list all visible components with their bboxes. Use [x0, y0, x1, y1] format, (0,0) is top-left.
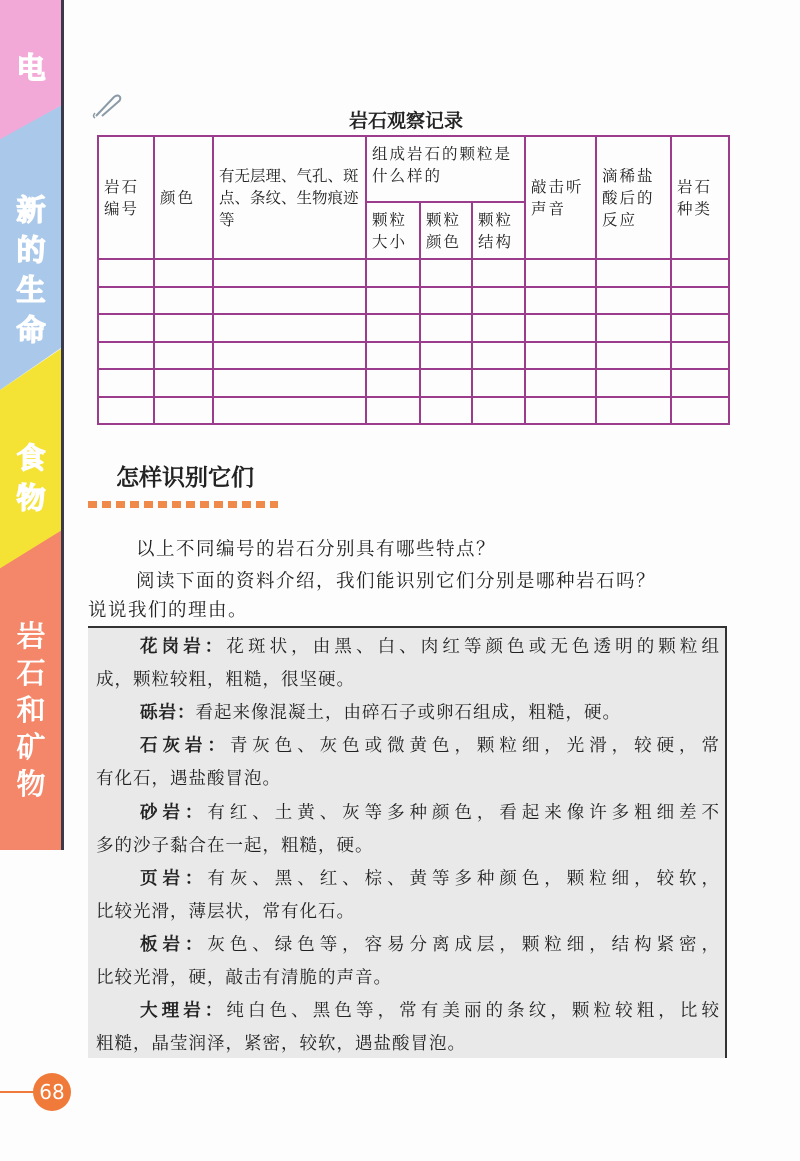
rock-description-line	[140, 799, 720, 824]
header-grain-size: 颗粒大小	[366, 202, 420, 259]
rock-term: 石灰岩：	[140, 736, 230, 757]
table-cell	[366, 314, 420, 342]
rock-description-line	[96, 898, 720, 923]
table-cell	[420, 259, 472, 287]
tab-char: 的	[16, 233, 46, 267]
table-cell	[420, 314, 472, 342]
table-cell	[366, 259, 420, 287]
table-row	[98, 397, 729, 425]
table-cell	[596, 397, 671, 425]
header-color: 颜色	[154, 136, 213, 259]
table-cell	[366, 342, 420, 370]
tab-char: 生	[16, 273, 46, 307]
rock-description-line	[140, 633, 720, 658]
rock-description-line	[140, 931, 720, 956]
rock-description: 多的沙子黏合在一起，粗糙，硬。	[96, 835, 374, 856]
tab-label	[0, 48, 62, 88]
rock-description: 有灰、黑、红、棕、黄等多种颜色，颗粒细，较软，	[207, 868, 721, 889]
rock-description: 花斑状，由黑、白、肉红等颜色或无色透明的颗粒组	[226, 637, 721, 657]
table-cell	[98, 259, 154, 287]
table-cell	[525, 259, 596, 287]
tab-char: 矿	[16, 730, 46, 764]
tab-char: 新	[16, 193, 46, 227]
table-cell	[472, 369, 525, 397]
rock-term: 砾岩：	[140, 703, 196, 724]
table-cell	[98, 397, 154, 425]
table-cell	[366, 397, 420, 425]
table-cell	[420, 369, 472, 397]
table-cell	[525, 342, 596, 370]
header-grain-group: 组成岩石的颗粒是什么样的	[366, 136, 525, 202]
rock-description-line	[140, 865, 720, 890]
rock-description: 比较光滑，薄层状，常有化石。	[96, 901, 355, 922]
table-row	[98, 342, 729, 370]
rock-term: 板岩：	[140, 934, 208, 955]
table-cell	[671, 397, 729, 425]
table-cell	[366, 287, 420, 315]
table-cell	[596, 287, 671, 315]
rock-term: 花岗岩：	[140, 637, 227, 657]
table-cell	[98, 287, 154, 315]
header-rock-type: 岩石种类	[671, 136, 729, 259]
table-cell	[154, 369, 213, 397]
rock-description: 成，颗粒较粗，粗糙，很坚硬。	[96, 670, 355, 691]
rock-description-line	[140, 732, 720, 757]
header-features: 有无层理、气孔、斑点、条纹、生物痕迹等	[213, 136, 366, 259]
rock-description-line	[140, 699, 720, 724]
rock-info-box	[88, 626, 727, 1058]
table-cell	[671, 287, 729, 315]
rock-description: 灰色、绿色等，容易分离成层，颗粒细，结构紧密，	[207, 934, 721, 955]
table-cell	[671, 314, 729, 342]
rock-description: 青灰色、灰色或微黄色，颗粒细，光滑，较硬，常	[229, 736, 721, 757]
table-cell	[472, 259, 525, 287]
tab-char: 和	[16, 693, 46, 727]
table-cell	[525, 369, 596, 397]
table-cell	[213, 314, 366, 342]
table-cell	[213, 342, 366, 370]
rock-description: 粗糙，晶莹润泽，紧密，较软，遇盐酸冒泡。	[96, 1034, 466, 1055]
rock-description-line	[96, 964, 720, 989]
table-cell	[98, 314, 154, 342]
table-cell	[154, 287, 213, 315]
table-cell	[154, 397, 213, 425]
rock-description-line	[96, 1030, 720, 1055]
tab-char: 岩	[16, 619, 46, 653]
rock-description: 比较光滑，硬，敲击有清脆的声音。	[96, 968, 392, 988]
table-cell	[154, 314, 213, 342]
table-cell	[154, 342, 213, 370]
section-heading: 怎样识别它们	[116, 465, 254, 491]
table-row	[98, 259, 729, 287]
dotted-divider	[88, 501, 278, 508]
rock-description-line	[96, 765, 720, 790]
paragraph: 以上不同编号的岩石分别具有哪些特点？	[136, 539, 497, 560]
table-cell	[98, 342, 154, 370]
tab-label	[0, 438, 62, 518]
table-row	[98, 287, 729, 315]
rock-term: 页岩：	[140, 868, 208, 889]
table-cell	[596, 314, 671, 342]
paragraph: 说说我们的理由。	[88, 600, 249, 621]
table-cell	[154, 259, 213, 287]
tab-char: 物	[16, 767, 46, 801]
rock-description-line	[96, 666, 720, 691]
table-cell	[671, 369, 729, 397]
table-cell	[420, 397, 472, 425]
table-cell	[525, 287, 596, 315]
rock-description-line	[140, 997, 720, 1022]
table-cell	[596, 369, 671, 397]
tab-char: 物	[16, 481, 46, 515]
page-number: 68	[33, 1073, 71, 1111]
rock-description-line	[96, 832, 720, 857]
rock-term: 大理岩：	[140, 1001, 227, 1022]
header-grain-structure: 颗粒结构	[472, 202, 525, 259]
tab-char: 食	[16, 441, 46, 475]
table-cell	[98, 369, 154, 397]
rock-term: 砂岩：	[140, 802, 208, 823]
table-cell	[366, 369, 420, 397]
rock-description: 有红、土黄、灰等多种颜色，看起来像许多粗细差不	[207, 802, 721, 823]
table-cell	[671, 259, 729, 287]
table-title: 岩石观察记录	[348, 110, 463, 132]
table-cell	[596, 342, 671, 370]
rock-observation-table	[97, 135, 730, 425]
table-cell	[213, 369, 366, 397]
rock-description: 看起来像混凝土，由碎石子或卵石组成，粗糙，硬。	[195, 703, 621, 724]
header-acid: 滴稀盐酸后的反应	[596, 136, 671, 259]
table-row	[98, 314, 729, 342]
table-cell	[213, 259, 366, 287]
header-grain-color: 颗粒颜色	[420, 202, 472, 259]
header-rock-id: 岩石编号	[98, 136, 154, 259]
rock-description: 纯白色、黑色等，常有美丽的条纹，颗粒较粗，比较	[226, 1001, 721, 1022]
table-cell	[213, 287, 366, 315]
table-cell	[525, 397, 596, 425]
table-cell	[472, 287, 525, 315]
table-row	[98, 369, 729, 397]
tab-char: 命	[16, 313, 46, 347]
rock-description: 有化石，遇盐酸冒泡。	[96, 769, 281, 790]
tab-char: 电	[16, 51, 46, 85]
header-sound: 敲击听声音	[525, 136, 596, 259]
tab-label	[0, 618, 62, 803]
table-cell	[472, 397, 525, 425]
table-cell	[671, 342, 729, 370]
table-cell	[420, 287, 472, 315]
tab-char: 石	[16, 656, 46, 690]
table-cell	[472, 314, 525, 342]
tab-label	[0, 190, 62, 350]
table-cell	[525, 314, 596, 342]
paragraph: 阅读下面的资料介绍，我们能识别它们分别是哪种岩石吗？	[136, 571, 657, 592]
table-cell	[472, 342, 525, 370]
table-cell	[420, 342, 472, 370]
table-cell	[596, 259, 671, 287]
table-cell	[213, 397, 366, 425]
